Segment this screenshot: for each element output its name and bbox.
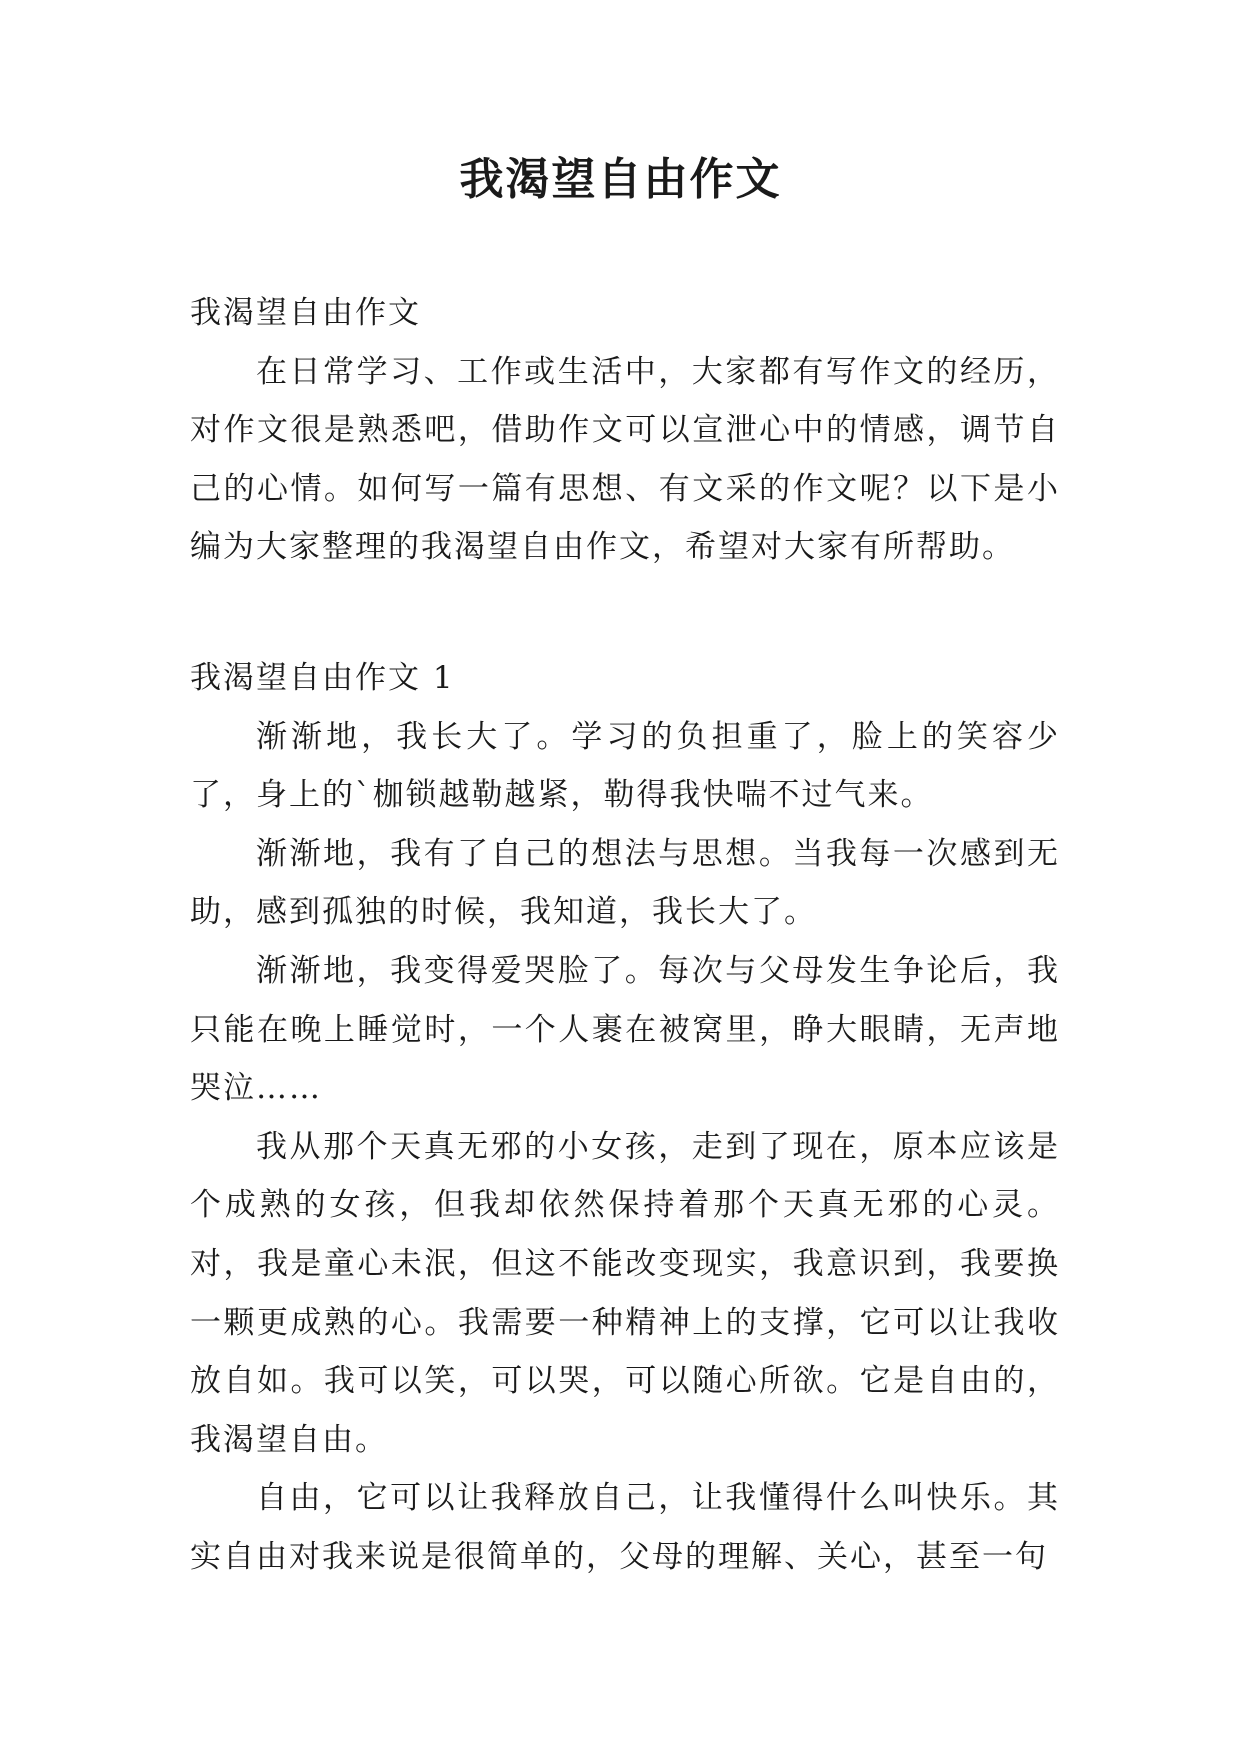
essay1-paragraph-5: 自由，它可以让我释放自己，让我懂得什么叫快乐。其实自由对我来说是很简单的，父母的理解、关心，甚至一句	[190, 1480, 1060, 1575]
essay1-paragraph-3: 渐渐地，我变得爱哭脸了。每次与父母发生争论后，我只能在晚上睡觉时，一个人裹在被窝里，睁大眼睛，无声地哭泣……	[190, 952, 1060, 1107]
essay1-paragraph-1: 渐渐地，我长大了。学习的负担重了，脸上的笑容少了，身上的`枷锁越勒越紧，勒得我快喘不过气来。	[190, 718, 1060, 814]
section-spacer	[190, 577, 1060, 649]
essay1-heading: 我渴望自由作文 1	[190, 659, 455, 696]
intro-paragraph: 在日常学习、工作或生活中，大家都有写作文的经历，对作文很是熟悉吧，借助作文可以宣泄心中的情感，调节自己的心情。如何写一篇有思想、有文采的作文呢？以下是小编为大家整理的我渴望自由作文，希望对大家有所帮助。	[190, 353, 1060, 566]
intro-heading: 我渴望自由作文	[190, 295, 421, 331]
essay1-paragraph-2: 渐渐地，我有了自己的想法与思想。当我每一次感到无助，感到孤独的时候，我知道，我长大了。	[190, 835, 1060, 931]
document-body	[190, 284, 1060, 1586]
document-title: 我渴望自由作文	[459, 154, 782, 205]
essay1-paragraph-4: 我从那个天真无邪的小女孩，走到了现在，原本应该是个成熟的女孩，但我却依然保持着那个天真无邪的心灵。对，我是童心未泯，但这不能改变现实，我意识到，我要换一颗更成熟的心。我需要一种精神上的支撑，它可以让我收放自如。我可以笑，可以哭，可以随心所欲。它是自由的，我渴望自由。	[190, 1128, 1060, 1458]
